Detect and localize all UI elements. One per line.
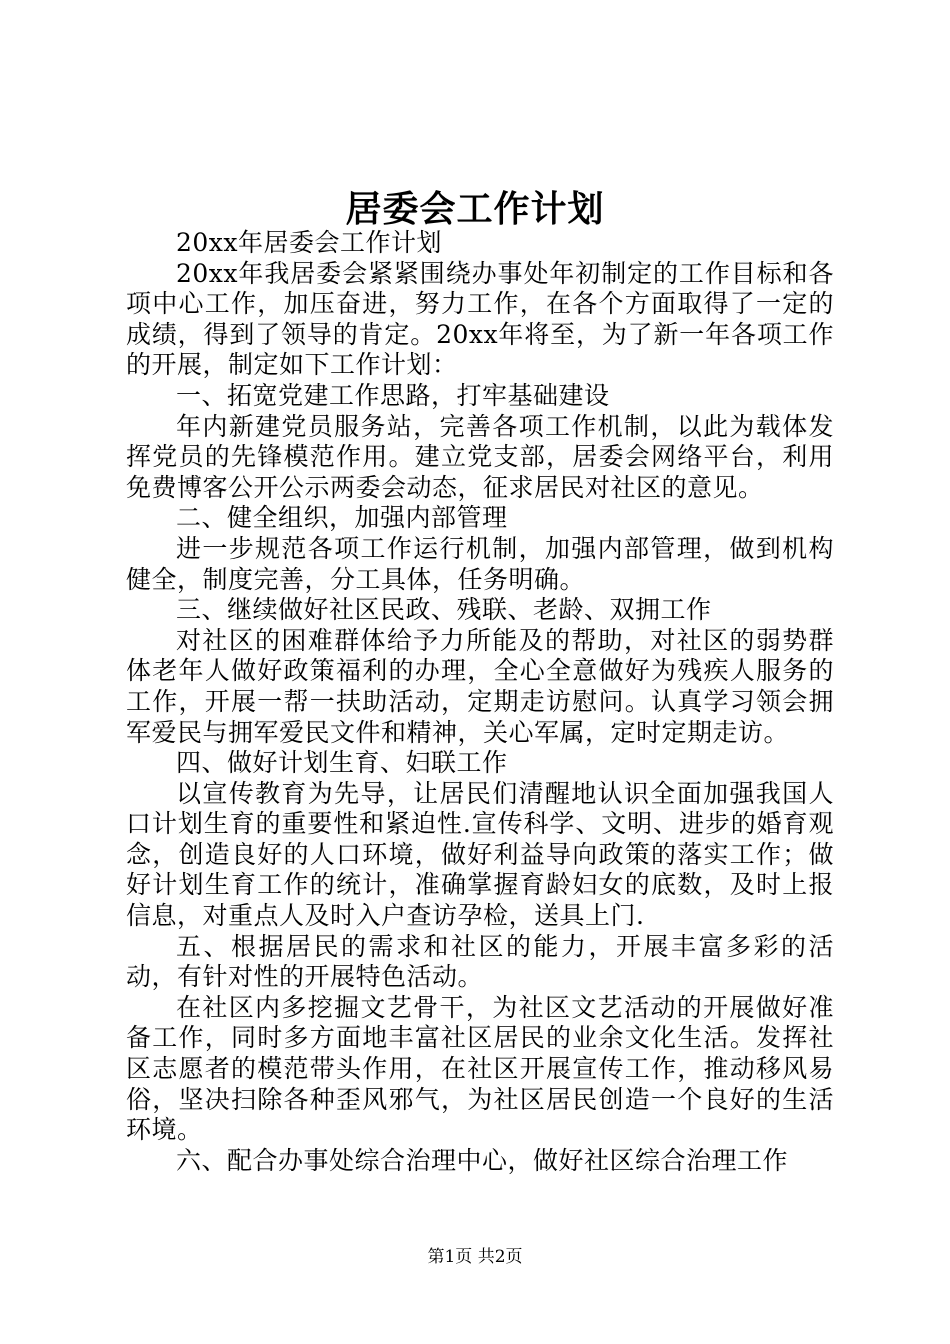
paragraph: 20xx年我居委会紧紧围绕办事处年初制定的工作目标和各项中心工作，加压奋进，努力工作，在各个方面取得了一定的成绩，得到了领导的肯定。20xx年将至，为了新一年各项工作的开展，制定如下工作计划： bbox=[126, 258, 834, 380]
section-heading: 三、继续做好社区民政、残联、老龄、双拥工作 bbox=[176, 595, 712, 625]
page-footer: 第1页 共2页 bbox=[427, 1247, 523, 1267]
paragraph: 进一步规范各项工作运行机制，加强内部管理，做到机构健全，制度完善，分工具体，任务明确。 bbox=[126, 533, 834, 594]
document-title: 居委会工作计划 bbox=[345, 188, 605, 230]
paragraph-heading: 20xx年居委会工作计划 bbox=[176, 228, 443, 257]
section-heading: 四、做好计划生育、妇联工作 bbox=[176, 748, 508, 778]
section-heading: 一、拓宽党建工作思路，打牢基础建设 bbox=[176, 380, 610, 410]
paragraph: 对社区的困难群体给予力所能及的帮助，对社区的弱势群体老年人做好政策福利的办理，全心全意做好为残疾人服务的工作，开展一帮一扶助活动，定期走访慰问。认真学习领会拥军爱民与拥军爱民文件和精神，关心军属，定时定期走访。 bbox=[126, 625, 834, 747]
section-heading: 五、根据居民的需求和社区的能力，开展丰富多彩的活动，有针对性的开展特色活动。 bbox=[126, 931, 834, 992]
paragraph: 年内新建党员服务站，完善各项工作机制，以此为载体发挥党员的先锋模范作用。建立党支部，居委会网络平台，利用免费博客公开公示两委会动态，征求居民对社区的意见。 bbox=[126, 411, 834, 502]
section-heading: 二、健全组织，加强内部管理 bbox=[176, 503, 508, 533]
section-heading: 六、配合办事处综合治理中心，做好社区综合治理工作 bbox=[176, 1145, 789, 1175]
paragraph: 以宣传教育为先导，让居民们清醒地认识全面加强我国人口计划生育的重要性和紧迫性.宣传科学、文明、进步的婚育观念，创造良好的人口环境，做好利益导向政策的落实工作；做好计划生育工作的统计，准确掌握育龄妇女的底数，及时上报信息，对重点人及时入户查访孕检，送具上门. bbox=[126, 778, 834, 931]
document-body bbox=[126, 228, 834, 1176]
paragraph: 在社区内多挖掘文艺骨干，为社区文艺活动的开展做好准备工作，同时多方面地丰富社区居民的业余文化生活。发挥社区志愿者的模范带头作用，在社区开展宣传工作，推动移风易俗，坚决扫除各种歪风邪气，为社区居民创造一个良好的生活环境。 bbox=[126, 992, 834, 1145]
